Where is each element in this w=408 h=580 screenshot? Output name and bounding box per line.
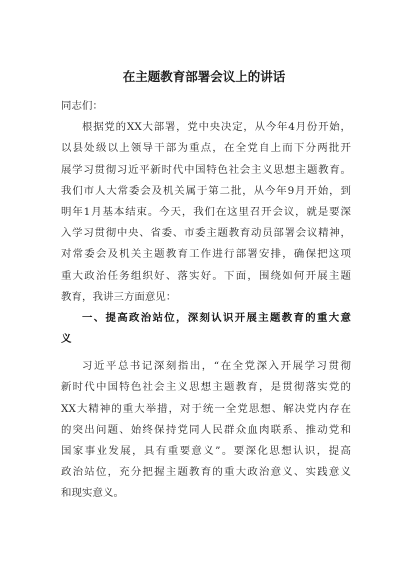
paragraph-line: 政治站位，充分把握主题教育的重大政治意义、实践意义 [61,466,351,479]
paragraph-line: 展学习贯彻习近平新时代中国特色社会主义思想主题教育。 [61,163,351,176]
paragraph-line: 的突出问题、始终保持党同人民群众血肉联系、推动党和 [61,423,351,436]
paragraph-line: 习近平总书记深刻指出，“在全党深入开展学习贯彻 [82,360,351,373]
paragraph-line: 国家事业发展，具有重要意义”。要深化思想认识，提高 [61,445,351,457]
salutation: 同志们： [61,100,103,112]
section-heading: 一、提高政治站位，深刻认识开展主题教育的重大意 [82,311,351,324]
paragraph-line: 对常委会及机关主题教育工作进行部署安排，确保把这项 [61,248,351,261]
paragraph-line: 以县处级以上领导干部为重点，在全党自上而下分两批开 [61,142,351,155]
document-title: 在主题教育部署会议上的讲话 [122,69,286,84]
paragraph-line: 我们市人大常委会及机关属于第二批，从今年9月开始，到 [61,184,351,197]
paragraph-line: 新时代中国特色社会主义思想主题教育，是贯彻落实党的 [61,381,351,394]
paragraph-line: 重大政治任务组织好、落实好。下面，围绕如何开展主题 [61,269,351,282]
paragraph-line: 根据党的XX大部署，党中央决定，从今年4月份开始， [82,121,351,134]
section-heading: 义 [61,333,72,346]
paragraph-line: XX大精神的重大举措，对于统一全党思想、解决党内存在 [61,402,351,415]
document-body [61,96,351,505]
paragraph-line: 明年1月基本结束。今天，我们在这里召开会议，就是要深 [61,205,351,218]
paragraph-line: 和现实意义。 [61,487,124,500]
paragraph-line: 教育，我讲三方面意见： [61,290,177,303]
paragraph-line: 入学习贯彻中央、省委、市委主题教育动员部署会议精神， [61,227,351,240]
